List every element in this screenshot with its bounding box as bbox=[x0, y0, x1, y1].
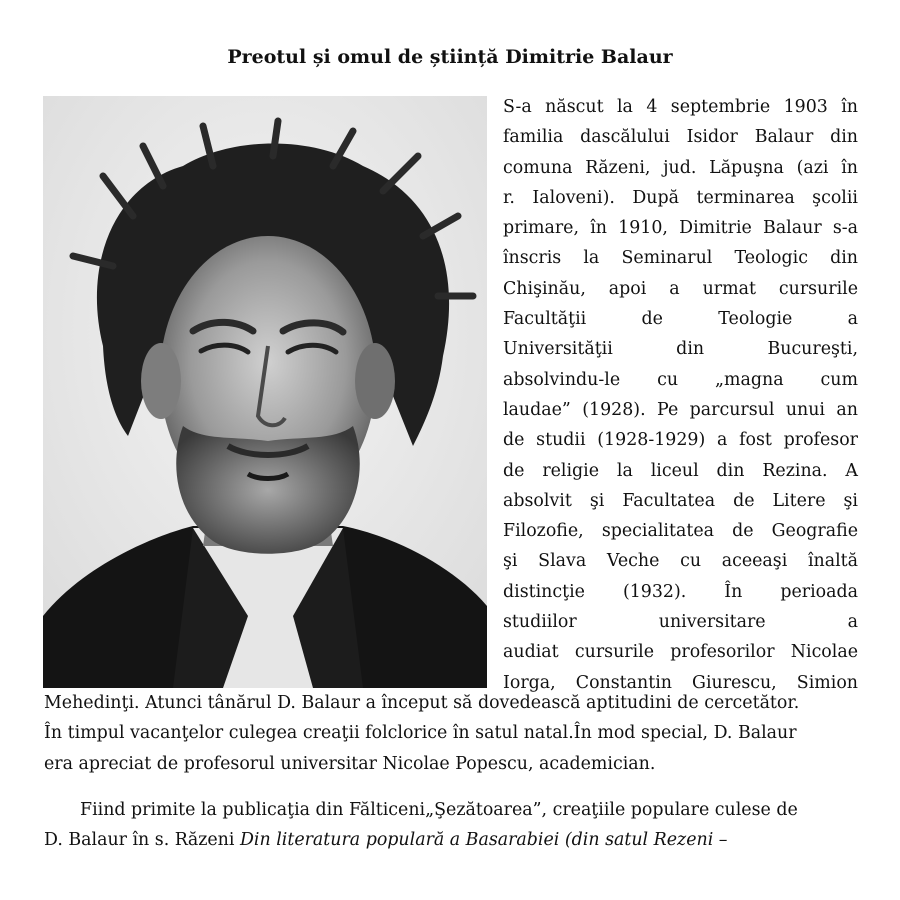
text-line: studiilor universitare a bbox=[503, 612, 858, 633]
text-line: Iorga, Constantin Giurescu, Simion bbox=[503, 672, 858, 693]
text-line: Chişinău, apoi a urmat cursurile bbox=[503, 278, 858, 299]
text-line: S-a născut la 4 septembrie 1903 în bbox=[503, 97, 858, 117]
page-title: Preotul și omul de știință Dimitrie Balaur bbox=[227, 46, 673, 68]
side-paragraph bbox=[503, 92, 858, 698]
text-line: era apreciat de profesorul universitar Nicolae Popescu, academician. bbox=[44, 753, 656, 774]
portrait-image bbox=[43, 96, 487, 688]
italic-title: Din literatura populară a Basarabiei (din satul Rezeni – bbox=[239, 830, 728, 851]
text-line: Filozofie, specialitatea de Geografie bbox=[503, 521, 858, 542]
text-line: şi Slava Veche cu aceeaşi înaltă bbox=[503, 551, 858, 572]
text-line: familia dascălului Isidor Balaur din bbox=[503, 127, 858, 148]
text-line: de studii (1928-1929) a fost profesor bbox=[503, 430, 858, 451]
text-line bbox=[44, 825, 859, 855]
text-line: Universităţii din Bucureşti, bbox=[503, 339, 858, 360]
body-paragraph-continued bbox=[44, 688, 859, 779]
text-line: r. Ialoveni). După terminarea şcolii bbox=[503, 187, 858, 208]
body-paragraph-2 bbox=[44, 795, 859, 856]
text-line: de religie la liceul din Rezina. A bbox=[503, 460, 858, 481]
text-line: laudae” (1928). Pe parcursul unui an bbox=[503, 399, 858, 420]
text-line: absolvit şi Facultatea de Litere şi bbox=[503, 490, 858, 511]
text-line: audiat cursurile profesorilor Nicolae bbox=[503, 642, 858, 663]
text-line: Facultăţii de Teologie a bbox=[503, 309, 858, 330]
text-line: distincţie (1932). În perioada bbox=[503, 581, 858, 602]
text-line: primare, în 1910, Dimitrie Balaur s-a bbox=[503, 218, 858, 239]
text-line: Mehedinţi. Atunci tânărul D. Balaur a început să dovedească aptitudini de cercetător. bbox=[44, 693, 800, 713]
text-line: comuna Răzeni, jud. Lăpuşna (azi în bbox=[503, 157, 858, 178]
text-line: înscris la Seminarul Teologic din bbox=[503, 248, 858, 269]
text-segment: D. Balaur în s. Răzeni bbox=[44, 830, 240, 851]
text-line: În timpul vacanţelor culegea creaţii folclorice în satul natal.În mod special, D. Balaur bbox=[44, 723, 797, 744]
portrait-photo bbox=[43, 96, 487, 688]
text-line: Fiind primite la publicaţia din Fălticeni„Şezătoarea”, creaţiile populare culese de bbox=[80, 800, 798, 820]
text-line: absolvindu-le cu „magna cum bbox=[503, 369, 858, 390]
